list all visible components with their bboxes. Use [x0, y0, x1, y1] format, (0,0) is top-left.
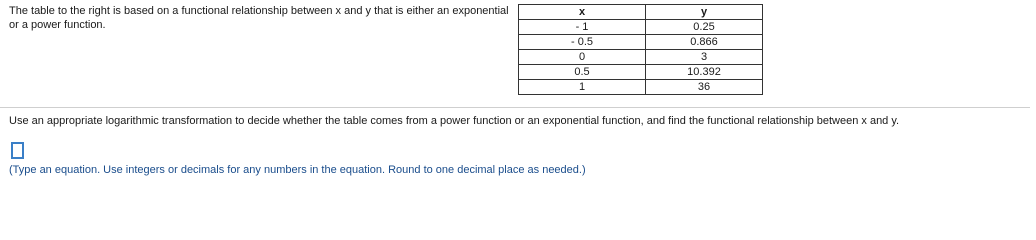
table-row [519, 20, 763, 35]
table-cell-y: 3 [646, 50, 763, 65]
table-row [519, 50, 763, 65]
table-row [519, 35, 763, 50]
table-cell-x: - 1 [519, 20, 646, 35]
table-header-x: x [519, 5, 646, 20]
table-cell-x: 1 [519, 80, 646, 95]
question-text: Use an appropriate logarithmic transformation to decide whether the table comes from a power function or an exponential function, and find the functional relationship between x and y. [9, 115, 900, 127]
table-cell-y: 0.866 [646, 35, 763, 50]
table-cell-x: - 0.5 [519, 35, 646, 50]
table-cell-y: 36 [646, 80, 763, 95]
table-cell-x: 0 [519, 50, 646, 65]
table-row [519, 65, 763, 80]
answer-hint: (Type an equation. Use integers or decimals for any numbers in the equation. Round to one decimal place as needed.) [9, 164, 586, 176]
answer-input[interactable] [11, 142, 24, 159]
table-cell-y: 0.25 [646, 20, 763, 35]
table-row [519, 80, 763, 95]
problem-intro: The table to the right is based on a functional relationship between x and y that is either an exponential or a power function. [9, 5, 509, 31]
section-divider [0, 107, 1030, 108]
xy-data-table [518, 4, 763, 95]
table-cell-x: 0.5 [519, 65, 646, 80]
table-header-y: y [646, 5, 763, 20]
table-cell-y: 10.392 [646, 65, 763, 80]
